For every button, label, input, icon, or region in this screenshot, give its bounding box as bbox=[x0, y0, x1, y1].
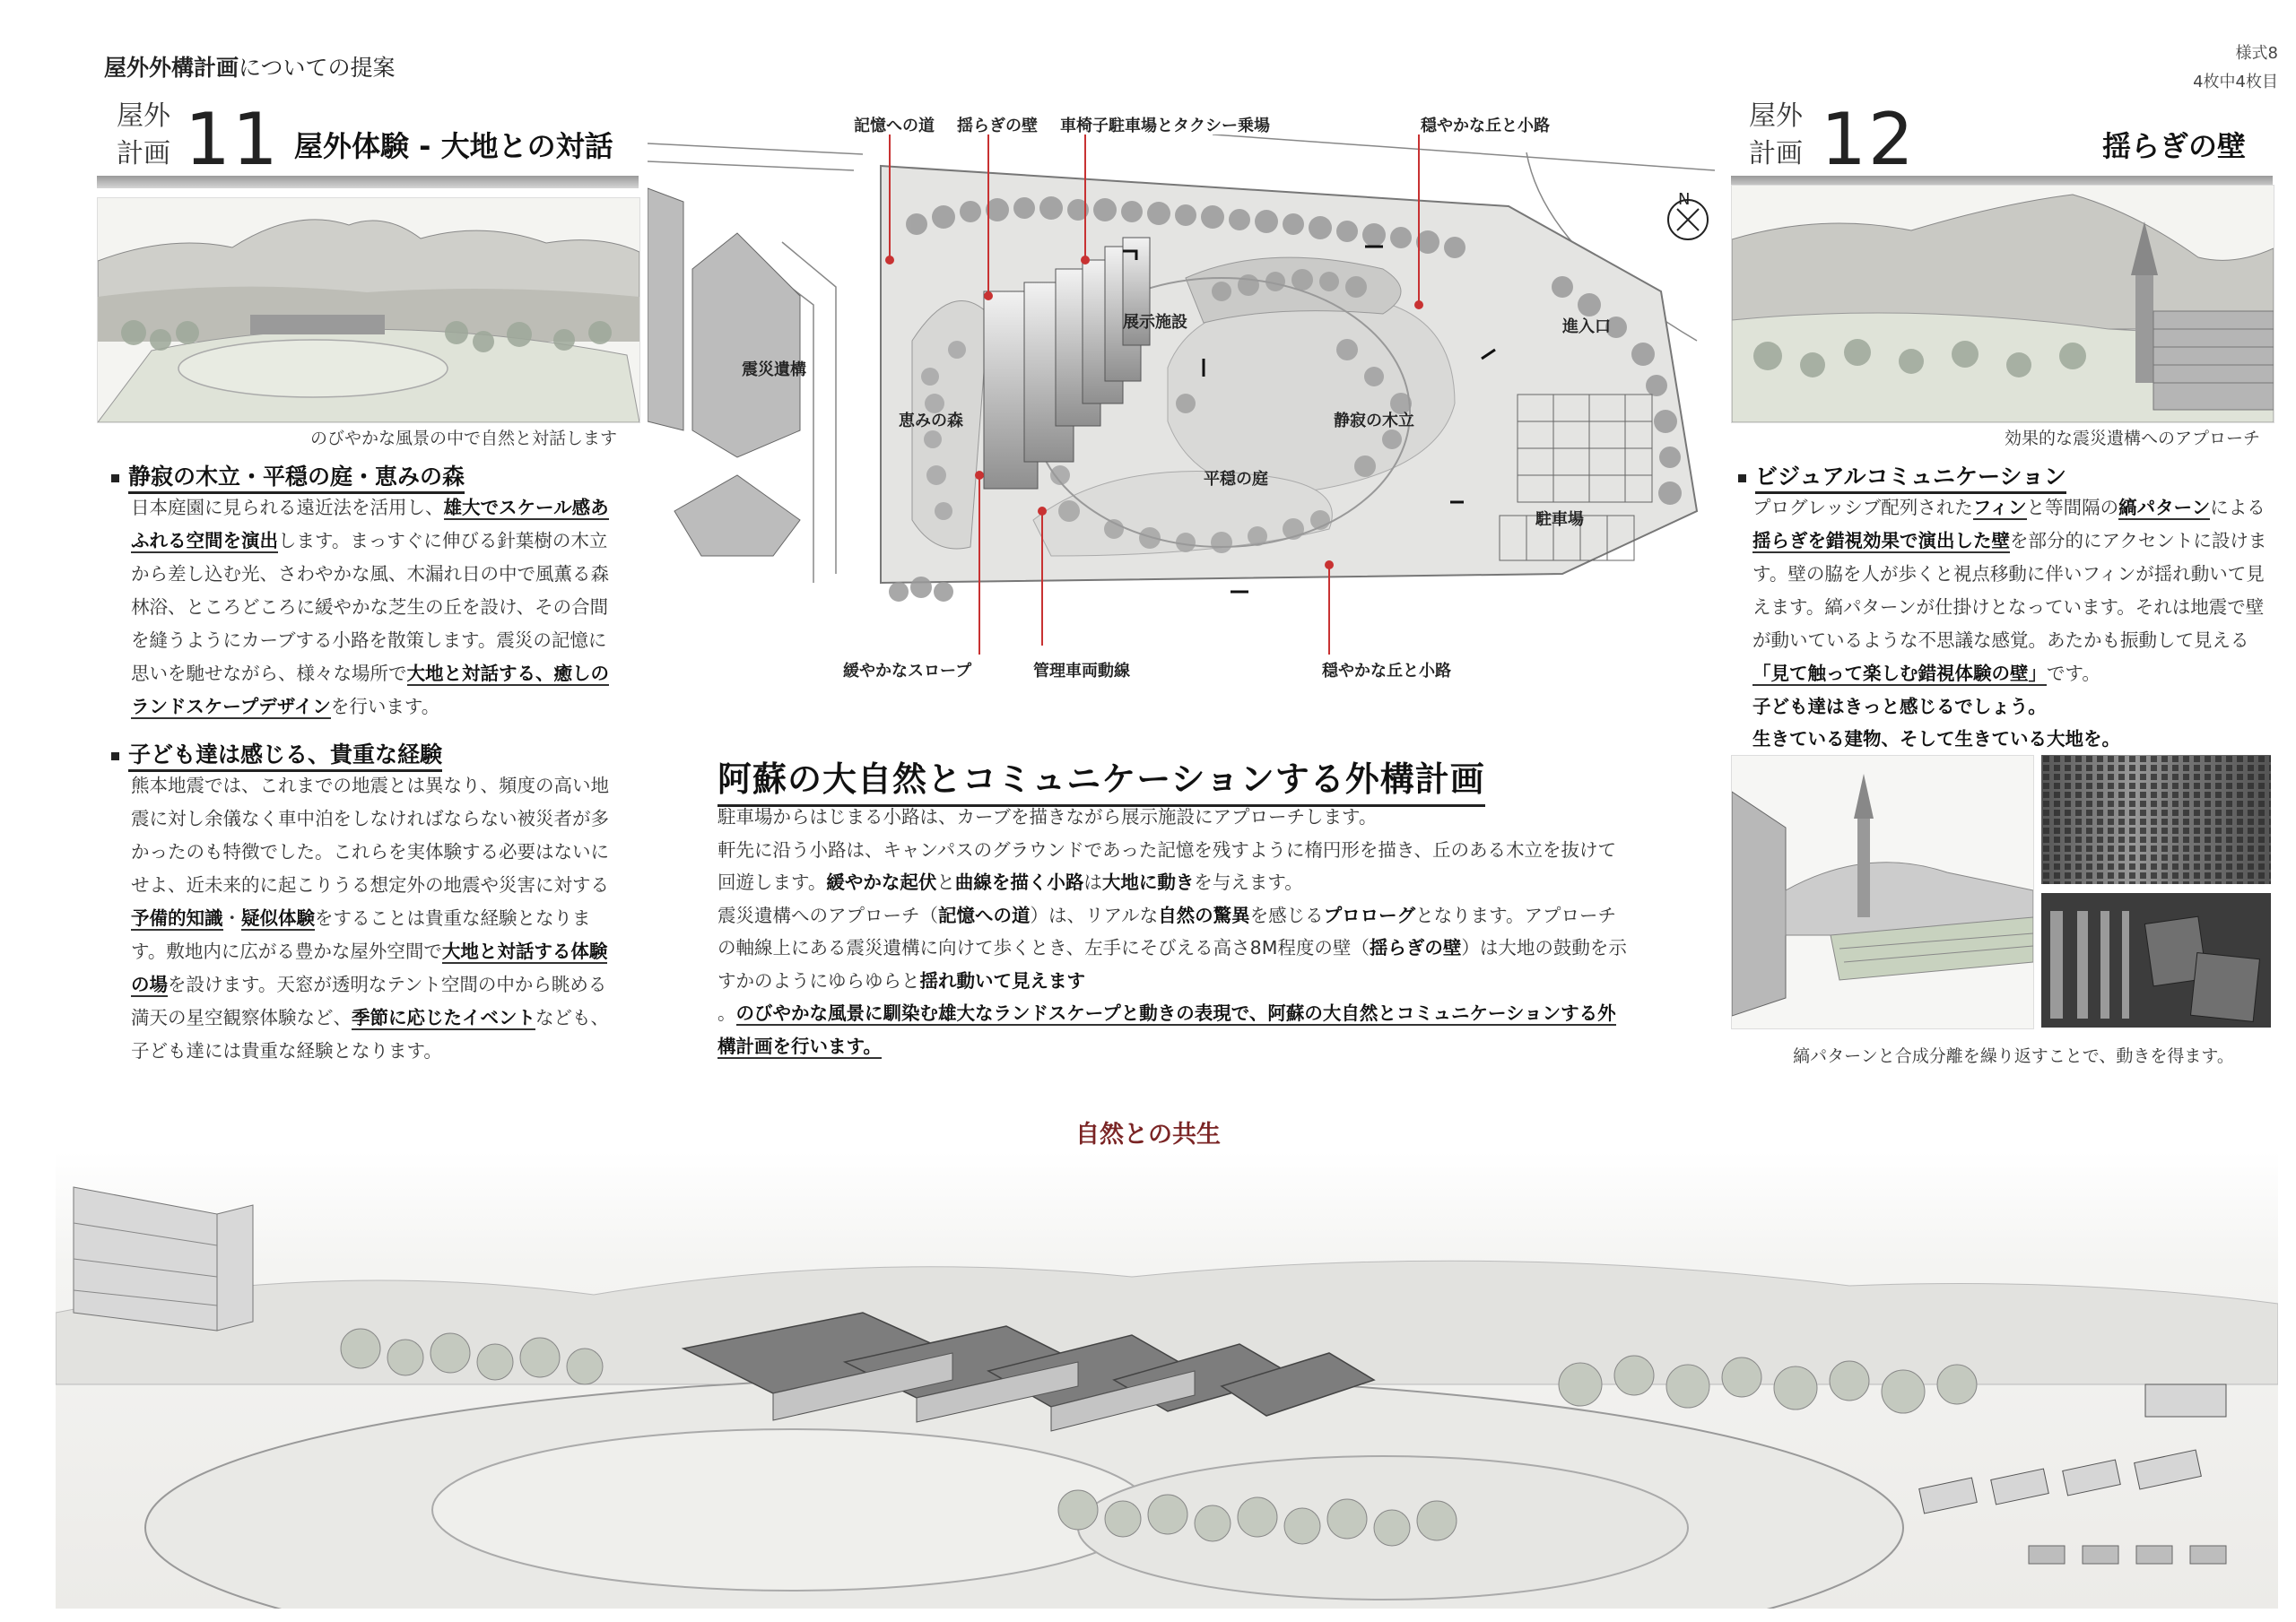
s11p2-segment: 大地と対話する体験の場 bbox=[131, 941, 608, 995]
zone-silent-grove: 静寂の木立 bbox=[1334, 412, 1414, 430]
s12p1-segment: プログレッシブ配列された bbox=[1752, 497, 1973, 518]
center-heading: 阿蘇の大自然とコミュニケーションする外構計画 bbox=[718, 751, 1485, 807]
section-12-heading-1-text: ビジュアルコミュニケーション bbox=[1755, 464, 2066, 494]
wall-approach-sketch bbox=[1731, 755, 2034, 1029]
section-11-label-b: 計画 bbox=[117, 138, 170, 169]
bullet-square-icon bbox=[111, 474, 119, 482]
section-11-heading-2 bbox=[111, 737, 442, 769]
stripe-pattern-drawing-1 bbox=[2041, 755, 2271, 884]
s11p2-segment: をすることは貴重な経験となります。敷地内に広がる豊かな屋外空間で bbox=[131, 907, 591, 962]
center-segment: 記憶への道 bbox=[938, 904, 1031, 926]
landscape-sketch-12-drawing bbox=[1732, 186, 2274, 422]
center-segment: 揺れ動いて見えます bbox=[919, 969, 1085, 992]
s12p1-segment: と等間隔の bbox=[2026, 497, 2119, 518]
s11p2-segment: なども、子ども達には貴重な経験となります。 bbox=[131, 1007, 609, 1062]
center-segment: ）は、リアルな bbox=[1030, 904, 1159, 926]
s11p2-segment: 疑似体験 bbox=[241, 907, 315, 929]
section-12 bbox=[1731, 97, 2273, 188]
stripe-pattern-photo-2 bbox=[2041, 893, 2271, 1028]
zone-blessing-forest: 恵みの森 bbox=[899, 412, 963, 430]
s12p1-segment: による bbox=[2210, 497, 2266, 518]
aerial-perspective-drawing bbox=[56, 1151, 2278, 1609]
section-12-number: 12 bbox=[1821, 98, 1916, 181]
stripe-pattern-photo-1 bbox=[2041, 755, 2271, 884]
landscape-sketch-12 bbox=[1731, 185, 2274, 423]
center-segment: を与えます。 bbox=[1194, 872, 1303, 893]
s12p1-segment: を部分的にアクセントに設けます。壁の脇を人が歩くと視点移動に伴いフィンが揺れ動いて見えます。縞パターンが仕掛けとなっています。それは地震で壁が動いているような不思議な感覚。あたかも振動して見える bbox=[1752, 530, 2267, 651]
center-segment: と bbox=[936, 872, 955, 893]
aerial-perspective-sketch bbox=[56, 1151, 2278, 1609]
center-segment: 緩やかな起伏 bbox=[826, 872, 937, 893]
s11p1-segment: を行います。 bbox=[330, 696, 440, 717]
site-plan bbox=[648, 117, 1715, 690]
s11p2-segment: ・ bbox=[222, 907, 241, 929]
center-segment: 揺らぎの壁 bbox=[1369, 937, 1462, 958]
section-12-title: 揺らぎの壁 bbox=[2101, 129, 2246, 163]
label-memory-road: 記憶への道 bbox=[854, 117, 935, 135]
s12p1-segment: 縞パターン bbox=[2118, 497, 2211, 518]
section-11-paragraph-2 bbox=[131, 769, 619, 1068]
center-segment: 大地に動き bbox=[1101, 872, 1195, 893]
section-11 bbox=[97, 97, 639, 188]
form-number bbox=[2193, 39, 2278, 97]
section-11-label-a: 屋外 bbox=[117, 100, 170, 132]
section-12-paragraph-3: 生きている建物、そして生きている大地を。 bbox=[1752, 728, 2120, 750]
page-count: 4枚中4枚目 bbox=[2193, 73, 2278, 91]
center-segment: 自然の驚異 bbox=[1158, 904, 1250, 926]
s11p2-segment: 季節に応じたイベント bbox=[352, 1007, 535, 1028]
s11p1-segment: 大地と対話する、癒しのランドスケープデザイン bbox=[131, 663, 609, 717]
bullet-square-icon bbox=[111, 752, 119, 760]
section-11-heading-1 bbox=[111, 459, 465, 491]
section-12-paragraph-2: 子ども達はきっと感じるでしょう。 bbox=[1752, 696, 2047, 717]
wall-approach-drawing bbox=[1732, 756, 2033, 1028]
section-12-label-b: 計画 bbox=[1749, 138, 1803, 169]
s12p1-segment: です。 bbox=[2047, 663, 2100, 684]
section-12-caption: 効果的な震災遺構へのアプローチ bbox=[2004, 429, 2260, 448]
landscape-sketch-11-drawing bbox=[98, 198, 639, 422]
label-gentle-hill-top: 穏やかな丘と小路 bbox=[1421, 117, 1550, 135]
zone-parking: 駐車場 bbox=[1535, 510, 1584, 529]
s11p1-segment: 日本庭園に見られる遠近法を活用し、 bbox=[131, 497, 444, 518]
label-wheelchair-parking: 車椅子駐車場とタクシー乗場 bbox=[1060, 117, 1270, 135]
section-11-caption: のびやかな風景の中で自然と対話します bbox=[309, 429, 617, 448]
wall-caption: 縞パターンと合成分離を繰り返すことで、動きを得ます。 bbox=[1793, 1046, 2234, 1066]
center-segment: のびやかな風景に馴染む雄大なランドスケープと動きの表現で、阿蘇の大自然とコミュニケーションする外構計画を行います。 bbox=[718, 1002, 1616, 1057]
center-segment: プロローグ bbox=[1323, 904, 1416, 926]
center-segment: 曲線を描く小路 bbox=[954, 872, 1084, 893]
center-segment: 軒先に沿う小路は、キャンパスのグラウンドであった記憶を残すように楕円形を描き、丘のある木立を抜けて回遊します。 bbox=[718, 838, 1617, 893]
center-segment: 駐車場からはじまる小路は、カーブを描きながら展示施設にアプローチします。 bbox=[718, 806, 1378, 828]
center-segment: 震災遺構へのアプローチ（ bbox=[718, 904, 938, 926]
section-11-paragraph-1 bbox=[131, 491, 619, 724]
section-12-paragraph-1 bbox=[1752, 491, 2276, 690]
stripe-pattern-drawing-2 bbox=[2041, 893, 2271, 1028]
s12p1-segment: 「見て触って楽しむ錯視体験の壁」 bbox=[1752, 663, 2047, 684]
s11p1-segment: します。まっすぐに伸びる針葉樹の木立から差し込む光、さわやかな風、木漏れ日の中で風薫る森林浴、ところどころに緩やかな芝生の丘を設け、その合間を縫うようにカーブする小路を散策します。震災の記憶に思いを馳せながら、様々な場所で bbox=[131, 530, 609, 684]
center-paragraph bbox=[718, 801, 1632, 1063]
section-12-header bbox=[1731, 97, 2273, 186]
zone-earthquake-ruins: 震災遺構 bbox=[742, 360, 806, 379]
north-label: N bbox=[1678, 190, 1691, 209]
section-11-title: 屋外体験 - 大地との対話 bbox=[294, 129, 613, 163]
s11p1-segment: 雄大でスケール感あふれる空間を演出 bbox=[131, 497, 609, 551]
section-11-number: 11 bbox=[185, 98, 280, 181]
bullet-square-icon bbox=[1738, 474, 1746, 482]
section-12-label-a: 屋外 bbox=[1749, 100, 1803, 132]
s12p1-segment: フィン bbox=[1972, 497, 2027, 518]
zone-exhibition-facility: 展示施設 bbox=[1123, 313, 1187, 332]
s11p2-segment: 熊本地震では、これまでの地震とは異なり、頻度の高い地震に対し余儀なく車中泊をしなければならない被災者が多かったのも特徴でした。これらを実体験する必要はないにせよ、近未来的に起こりうる想定外の地震や災害に対する bbox=[131, 775, 609, 896]
coexist-title: 自然との共生 bbox=[1075, 1121, 1221, 1149]
zone-entrance: 進入口 bbox=[1562, 317, 1611, 336]
s11p2-segment: を設けます。天窓が透明なテント空間の中から眺める満天の星空観察体験など、 bbox=[131, 974, 607, 1028]
center-segment: ）は大地の鼓動を示すかのようにゆらゆらと bbox=[718, 937, 1627, 992]
section-11-heading-1-text: 静寂の木立・平穏の庭・恵みの森 bbox=[128, 464, 465, 494]
label-gentle-slope: 緩やかなスロープ bbox=[843, 662, 972, 681]
center-segment: 。 bbox=[718, 1002, 736, 1024]
label-gentle-hill-bottom: 穏やかな丘と小路 bbox=[1322, 662, 1451, 681]
label-service-vehicle-route: 管理車両動線 bbox=[1033, 662, 1130, 681]
landscape-sketch-11 bbox=[97, 197, 640, 423]
center-segment: を感じる bbox=[1249, 904, 1324, 926]
section-12-heading-1 bbox=[1738, 459, 2066, 491]
site-plan-drawing bbox=[648, 134, 1715, 690]
section-11-heading-2-text: 子ども達は感じる、貴重な経験 bbox=[128, 742, 442, 772]
zone-tranquil-garden: 平穏の庭 bbox=[1204, 470, 1268, 489]
document-title-rest: についての提案 bbox=[239, 55, 396, 81]
s11p2-segment: 予備的知識 bbox=[131, 907, 223, 929]
s12p1-segment: 揺らぎを錯視効果で演出した壁 bbox=[1752, 530, 2010, 551]
center-segment: となります。アプローチの軸線上にある震災遺構に向けて歩くとき、左手にそびえる高さ8M程度の壁（ bbox=[718, 904, 1617, 958]
section-11-header bbox=[97, 97, 639, 186]
center-segment: は bbox=[1083, 872, 1102, 893]
document-title-bold: 屋外外構計画 bbox=[104, 55, 239, 81]
document-title bbox=[104, 50, 396, 82]
label-fluctuating-wall: 揺らぎの壁 bbox=[957, 117, 1038, 135]
form-id: 様式8 bbox=[2235, 44, 2278, 63]
